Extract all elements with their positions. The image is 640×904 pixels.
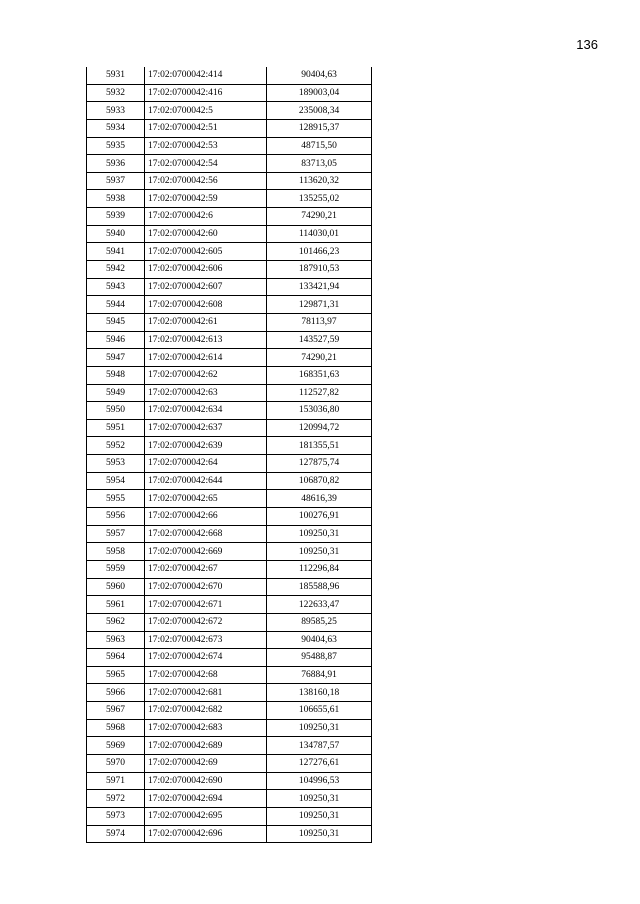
row-number-cell: 5932 bbox=[87, 84, 145, 102]
row-number-cell: 5950 bbox=[87, 402, 145, 420]
cadastral-number-cell: 17:02:0700042:634 bbox=[145, 402, 267, 420]
table-row bbox=[87, 67, 372, 84]
value-cell: 143527,59 bbox=[267, 331, 372, 349]
value-cell: 153036,80 bbox=[267, 402, 372, 420]
value-cell: 76884,91 bbox=[267, 666, 372, 684]
row-number-cell: 5938 bbox=[87, 190, 145, 208]
value-cell: 113620,32 bbox=[267, 172, 372, 190]
value-cell: 181355,51 bbox=[267, 437, 372, 455]
table-row bbox=[87, 790, 372, 808]
row-number-cell: 5953 bbox=[87, 455, 145, 473]
row-number-cell: 5968 bbox=[87, 719, 145, 737]
cadastral-number-cell: 17:02:0700042:613 bbox=[145, 331, 267, 349]
row-number-cell: 5966 bbox=[87, 684, 145, 702]
table-row bbox=[87, 825, 372, 843]
row-number-cell: 5940 bbox=[87, 225, 145, 243]
row-number-cell: 5965 bbox=[87, 666, 145, 684]
value-cell: 129871,31 bbox=[267, 296, 372, 314]
cadastral-number-cell: 17:02:0700042:674 bbox=[145, 649, 267, 667]
table-row bbox=[87, 261, 372, 279]
cadastral-number-cell: 17:02:0700042:56 bbox=[145, 172, 267, 190]
cadastral-number-cell: 17:02:0700042:671 bbox=[145, 596, 267, 614]
table-row bbox=[87, 702, 372, 720]
cadastral-number-cell: 17:02:0700042:61 bbox=[145, 313, 267, 331]
table-row bbox=[87, 772, 372, 790]
row-number-cell: 5954 bbox=[87, 472, 145, 490]
table-row bbox=[87, 649, 372, 667]
value-cell: 120994,72 bbox=[267, 419, 372, 437]
value-cell: 127875,74 bbox=[267, 455, 372, 473]
table-row bbox=[87, 490, 372, 508]
cadastral-number-cell: 17:02:0700042:64 bbox=[145, 455, 267, 473]
row-number-cell: 5951 bbox=[87, 419, 145, 437]
table-row bbox=[87, 419, 372, 437]
cadastral-number-cell: 17:02:0700042:696 bbox=[145, 825, 267, 843]
cadastral-number-cell: 17:02:0700042:59 bbox=[145, 190, 267, 208]
cadastral-number-cell: 17:02:0700042:689 bbox=[145, 737, 267, 755]
value-cell: 106655,61 bbox=[267, 702, 372, 720]
row-number-cell: 5961 bbox=[87, 596, 145, 614]
table-row bbox=[87, 666, 372, 684]
value-cell: 112296,84 bbox=[267, 560, 372, 578]
table-row bbox=[87, 472, 372, 490]
cadastral-number-cell: 17:02:0700042:606 bbox=[145, 261, 267, 279]
table-row bbox=[87, 578, 372, 596]
value-cell: 168351,63 bbox=[267, 366, 372, 384]
table-row bbox=[87, 508, 372, 526]
row-number-cell: 5931 bbox=[87, 67, 145, 84]
row-number-cell: 5947 bbox=[87, 349, 145, 367]
value-cell: 114030,01 bbox=[267, 225, 372, 243]
value-cell: 78113,97 bbox=[267, 313, 372, 331]
table-row bbox=[87, 102, 372, 120]
row-number-cell: 5944 bbox=[87, 296, 145, 314]
cadastral-number-cell: 17:02:0700042:605 bbox=[145, 243, 267, 261]
table-row bbox=[87, 384, 372, 402]
table-row bbox=[87, 437, 372, 455]
cadastral-number-cell: 17:02:0700042:6 bbox=[145, 208, 267, 226]
row-number-cell: 5943 bbox=[87, 278, 145, 296]
cadastral-number-cell: 17:02:0700042:63 bbox=[145, 384, 267, 402]
value-cell: 185588,96 bbox=[267, 578, 372, 596]
table-row bbox=[87, 596, 372, 614]
row-number-cell: 5972 bbox=[87, 790, 145, 808]
value-cell: 187910,53 bbox=[267, 261, 372, 279]
value-cell: 109250,31 bbox=[267, 790, 372, 808]
cadastral-number-cell: 17:02:0700042:414 bbox=[145, 67, 267, 84]
cadastral-number-cell: 17:02:0700042:683 bbox=[145, 719, 267, 737]
cadastral-number-cell: 17:02:0700042:672 bbox=[145, 613, 267, 631]
cadastral-number-cell: 17:02:0700042:614 bbox=[145, 349, 267, 367]
cadastral-number-cell: 17:02:0700042:54 bbox=[145, 155, 267, 173]
table-row bbox=[87, 684, 372, 702]
row-number-cell: 5935 bbox=[87, 137, 145, 155]
value-cell: 127276,61 bbox=[267, 754, 372, 772]
value-cell: 101466,23 bbox=[267, 243, 372, 261]
value-cell: 135255,02 bbox=[267, 190, 372, 208]
cadastral-number-cell: 17:02:0700042:669 bbox=[145, 543, 267, 561]
cadastral-number-cell: 17:02:0700042:673 bbox=[145, 631, 267, 649]
table-row bbox=[87, 719, 372, 737]
cadastral-number-cell: 17:02:0700042:5 bbox=[145, 102, 267, 120]
value-cell: 100276,91 bbox=[267, 508, 372, 526]
row-number-cell: 5967 bbox=[87, 702, 145, 720]
value-cell: 109250,31 bbox=[267, 807, 372, 825]
cadastral-number-cell: 17:02:0700042:695 bbox=[145, 807, 267, 825]
row-number-cell: 5974 bbox=[87, 825, 145, 843]
table-row bbox=[87, 313, 372, 331]
cadastral-number-cell: 17:02:0700042:65 bbox=[145, 490, 267, 508]
cadastral-number-cell: 17:02:0700042:66 bbox=[145, 508, 267, 526]
value-cell: 89585,25 bbox=[267, 613, 372, 631]
table-row bbox=[87, 807, 372, 825]
cadastral-number-cell: 17:02:0700042:637 bbox=[145, 419, 267, 437]
table-row bbox=[87, 208, 372, 226]
table-row bbox=[87, 137, 372, 155]
cadastral-number-cell: 17:02:0700042:608 bbox=[145, 296, 267, 314]
cadastral-number-cell: 17:02:0700042:644 bbox=[145, 472, 267, 490]
table-row bbox=[87, 737, 372, 755]
value-cell: 189003,04 bbox=[267, 84, 372, 102]
row-number-cell: 5933 bbox=[87, 102, 145, 120]
table-row bbox=[87, 225, 372, 243]
table-row bbox=[87, 119, 372, 137]
value-cell: 109250,31 bbox=[267, 543, 372, 561]
row-number-cell: 5964 bbox=[87, 649, 145, 667]
value-cell: 95488,87 bbox=[267, 649, 372, 667]
row-number-cell: 5969 bbox=[87, 737, 145, 755]
cadastral-number-cell: 17:02:0700042:68 bbox=[145, 666, 267, 684]
row-number-cell: 5959 bbox=[87, 560, 145, 578]
value-cell: 104996,53 bbox=[267, 772, 372, 790]
value-cell: 90404,63 bbox=[267, 631, 372, 649]
table-row bbox=[87, 190, 372, 208]
table-row bbox=[87, 366, 372, 384]
row-number-cell: 5949 bbox=[87, 384, 145, 402]
table-row bbox=[87, 525, 372, 543]
table-row bbox=[87, 243, 372, 261]
table-row bbox=[87, 84, 372, 102]
table-row bbox=[87, 754, 372, 772]
table-row bbox=[87, 349, 372, 367]
value-cell: 90404,63 bbox=[267, 67, 372, 84]
value-cell: 106870,82 bbox=[267, 472, 372, 490]
cadastral-number-cell: 17:02:0700042:670 bbox=[145, 578, 267, 596]
value-cell: 134787,57 bbox=[267, 737, 372, 755]
value-cell: 133421,94 bbox=[267, 278, 372, 296]
table-body bbox=[87, 67, 372, 843]
table-row bbox=[87, 631, 372, 649]
cadastral-number-cell: 17:02:0700042:681 bbox=[145, 684, 267, 702]
value-cell: 235008,34 bbox=[267, 102, 372, 120]
cadastral-number-cell: 17:02:0700042:53 bbox=[145, 137, 267, 155]
table-row bbox=[87, 402, 372, 420]
table-row bbox=[87, 543, 372, 561]
value-cell: 122633,47 bbox=[267, 596, 372, 614]
cadastral-number-cell: 17:02:0700042:62 bbox=[145, 366, 267, 384]
value-cell: 48715,50 bbox=[267, 137, 372, 155]
cadastral-number-cell: 17:02:0700042:639 bbox=[145, 437, 267, 455]
row-number-cell: 5948 bbox=[87, 366, 145, 384]
table-row bbox=[87, 172, 372, 190]
row-number-cell: 5960 bbox=[87, 578, 145, 596]
row-number-cell: 5958 bbox=[87, 543, 145, 561]
value-cell: 109250,31 bbox=[267, 719, 372, 737]
cadastral-number-cell: 17:02:0700042:416 bbox=[145, 84, 267, 102]
table-row bbox=[87, 155, 372, 173]
cadastral-number-cell: 17:02:0700042:694 bbox=[145, 790, 267, 808]
row-number-cell: 5973 bbox=[87, 807, 145, 825]
cadastral-number-cell: 17:02:0700042:51 bbox=[145, 119, 267, 137]
value-cell: 112527,82 bbox=[267, 384, 372, 402]
row-number-cell: 5962 bbox=[87, 613, 145, 631]
value-cell: 74290,21 bbox=[267, 208, 372, 226]
cadastral-number-cell: 17:02:0700042:69 bbox=[145, 754, 267, 772]
table-row bbox=[87, 455, 372, 473]
row-number-cell: 5936 bbox=[87, 155, 145, 173]
table-row bbox=[87, 278, 372, 296]
cadastral-number-cell: 17:02:0700042:690 bbox=[145, 772, 267, 790]
value-cell: 109250,31 bbox=[267, 825, 372, 843]
value-cell: 138160,18 bbox=[267, 684, 372, 702]
cadastral-value-table bbox=[86, 67, 372, 843]
row-number-cell: 5963 bbox=[87, 631, 145, 649]
value-cell: 109250,31 bbox=[267, 525, 372, 543]
row-number-cell: 5952 bbox=[87, 437, 145, 455]
table-row bbox=[87, 560, 372, 578]
row-number-cell: 5934 bbox=[87, 119, 145, 137]
row-number-cell: 5942 bbox=[87, 261, 145, 279]
table-row bbox=[87, 296, 372, 314]
row-number-cell: 5955 bbox=[87, 490, 145, 508]
cadastral-number-cell: 17:02:0700042:607 bbox=[145, 278, 267, 296]
row-number-cell: 5957 bbox=[87, 525, 145, 543]
table-row bbox=[87, 613, 372, 631]
row-number-cell: 5956 bbox=[87, 508, 145, 526]
row-number-cell: 5946 bbox=[87, 331, 145, 349]
cadastral-number-cell: 17:02:0700042:668 bbox=[145, 525, 267, 543]
value-cell: 83713,05 bbox=[267, 155, 372, 173]
row-number-cell: 5941 bbox=[87, 243, 145, 261]
row-number-cell: 5970 bbox=[87, 754, 145, 772]
cadastral-number-cell: 17:02:0700042:67 bbox=[145, 560, 267, 578]
value-cell: 48616,39 bbox=[267, 490, 372, 508]
value-cell: 74290,21 bbox=[267, 349, 372, 367]
cadastral-number-cell: 17:02:0700042:682 bbox=[145, 702, 267, 720]
value-cell: 128915,37 bbox=[267, 119, 372, 137]
row-number-cell: 5945 bbox=[87, 313, 145, 331]
row-number-cell: 5971 bbox=[87, 772, 145, 790]
row-number-cell: 5939 bbox=[87, 208, 145, 226]
table-row bbox=[87, 331, 372, 349]
page-number: 136 bbox=[576, 37, 598, 52]
cadastral-number-cell: 17:02:0700042:60 bbox=[145, 225, 267, 243]
row-number-cell: 5937 bbox=[87, 172, 145, 190]
